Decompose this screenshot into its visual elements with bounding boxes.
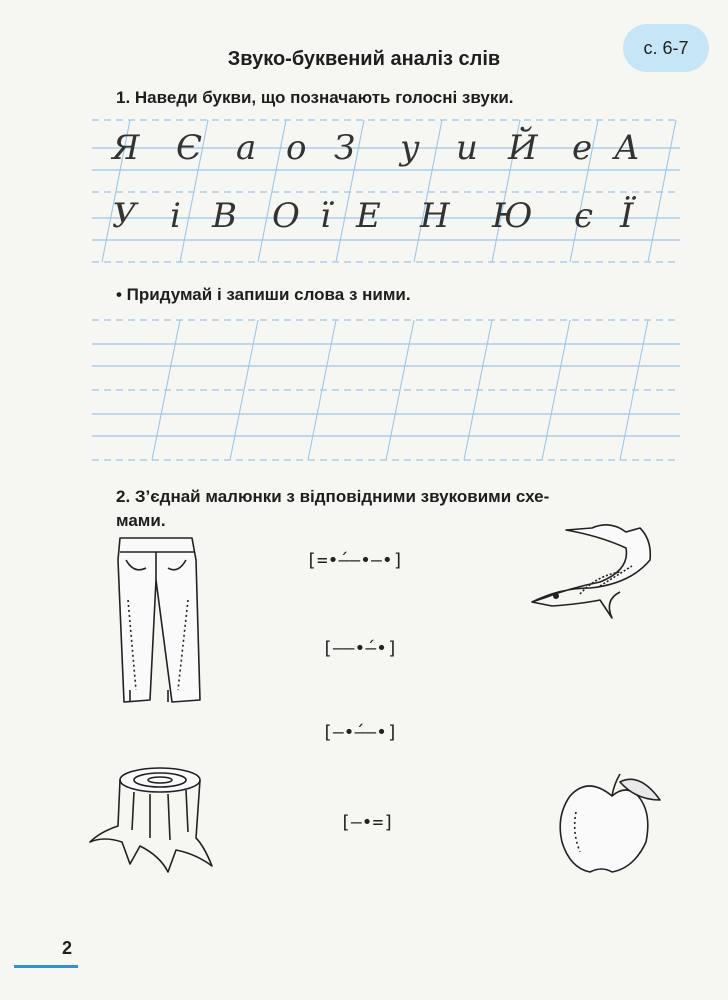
letter: о	[286, 128, 307, 168]
letter: ї	[320, 196, 331, 236]
letter: и	[456, 128, 478, 168]
page-number-underline	[14, 965, 78, 968]
letter: а	[236, 128, 257, 168]
task2-text-line2: мами.	[116, 511, 166, 530]
letter: е	[572, 128, 593, 168]
letter: у	[400, 128, 420, 168]
task1-text: 1. Наведи букви, що позначають голосні звуки.	[116, 88, 514, 107]
letter: Ю	[492, 196, 533, 236]
page-reference-badge: с. 6-7	[623, 24, 709, 72]
letter: Е	[356, 196, 381, 236]
letter: Є	[176, 128, 203, 168]
task1b-text: • Придумай і запиши слова з ними.	[116, 285, 411, 304]
letter: А	[614, 128, 640, 168]
letter: є	[574, 196, 594, 236]
letter: З	[334, 128, 356, 168]
sound-scheme-3: [–•́––•]	[322, 722, 398, 743]
letter: Н	[420, 196, 450, 236]
letter: О	[272, 196, 300, 236]
letter: У	[112, 196, 137, 236]
sound-scheme-2: [––•́–•]	[322, 638, 398, 659]
letter: Я	[112, 128, 140, 168]
letter: В	[212, 196, 237, 236]
letter: і	[170, 196, 181, 236]
sound-scheme-1: [=•́––•–•]	[306, 550, 404, 571]
page-title: Звуко-буквений аналіз слів	[227, 48, 501, 70]
task2-text-line1: 2. З’єднай малюнки з відповідними звуковими схе-	[116, 487, 550, 506]
letter: Й	[508, 128, 538, 168]
page-number: 2	[62, 938, 73, 958]
sound-scheme-4: [–•=]	[340, 812, 395, 833]
letter: Ї	[620, 196, 634, 236]
